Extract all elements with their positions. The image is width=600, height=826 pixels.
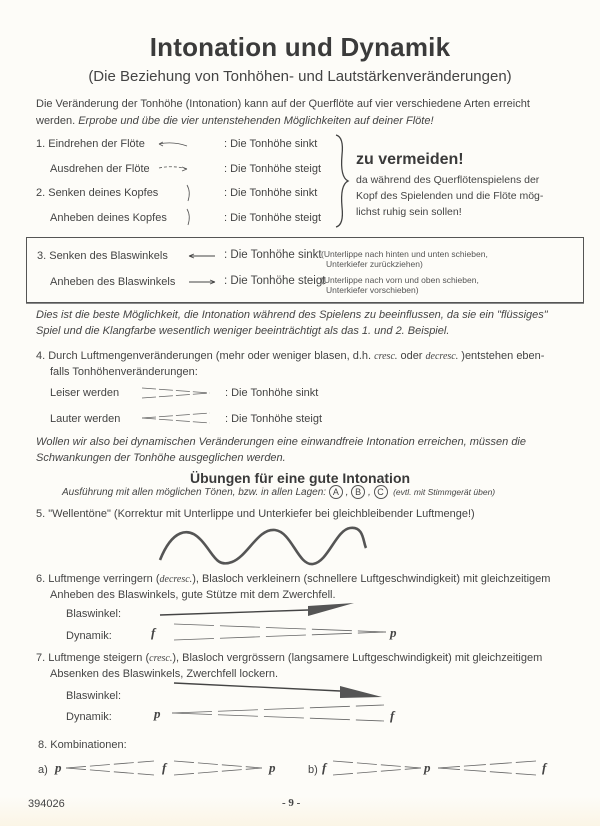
item-1-result: : Die Tonhöhe sinkt bbox=[224, 138, 318, 150]
item-4-text-or: oder bbox=[400, 350, 423, 362]
curved-arrow-left-icon bbox=[155, 140, 195, 150]
intro-instruction: Erprobe und übe die vier untenstehenden Möglichkeiten auf deiner Flöte! bbox=[78, 115, 434, 127]
item-1b-label: Ausdrehen der Flöte bbox=[50, 163, 150, 175]
wave-tone-icon bbox=[158, 522, 358, 570]
warning-title: zu vermeiden! bbox=[356, 151, 464, 168]
exercises-heading: Übungen für eine gute Intonation bbox=[189, 470, 411, 486]
crescendo-hairpin-icon bbox=[140, 411, 212, 425]
exercises-sub-text: Ausführung mit allen möglichen Tönen, bzw. in allen Lagen: bbox=[62, 487, 327, 498]
cresc-term-7: cresc. bbox=[149, 653, 173, 664]
combo-a-mark-2: f bbox=[162, 760, 167, 775]
item-2-label: 2. Senken deines Kopfes bbox=[36, 187, 159, 199]
best-note-line-1: Dies ist die beste Möglichkeit, die Intonation während des Spielens zu beeinflussen, da sie ein "flüssiges" bbox=[36, 309, 548, 321]
item-4-text-b: )entstehen eben- bbox=[461, 350, 545, 362]
page-title: Intonation und Dynamik bbox=[149, 32, 451, 62]
item-5-label: 5. "Wellentöne" (Korrektur mit Unterlippe und Unterkiefer bei gleichbleibender Luftmenge!) bbox=[36, 508, 475, 520]
combo-b-mark-1: f bbox=[322, 760, 327, 775]
item-7-text-a: 7. Luftmenge steigern ( bbox=[36, 652, 150, 664]
decrescendo-hairpin-icon bbox=[140, 386, 212, 400]
decresc-term-6: decresc. bbox=[159, 574, 193, 585]
item-4a-label: Leiser werden bbox=[50, 387, 120, 399]
combo-a-decrescendo-icon bbox=[172, 759, 264, 777]
item-2b-result: : Die Tonhöhe steigt bbox=[224, 212, 322, 224]
item-7-line-1 bbox=[36, 650, 542, 667]
item-6-dynamik-label: Dynamik: bbox=[66, 630, 112, 642]
item-4-text-a: 4. Durch Luftmengenveränderungen (mehr oder weniger blasen, d.h. bbox=[36, 350, 372, 362]
item-6-line-1 bbox=[36, 571, 550, 588]
falling-angle-arrow-icon bbox=[172, 680, 388, 702]
head-down-stroke-icon bbox=[185, 184, 195, 202]
item-1-label: 1. Eindrehen der Flöte bbox=[36, 138, 145, 150]
item-4a-result: : Die Tonhöhe sinkt bbox=[225, 387, 319, 399]
item-6-text-a: 6. Luftmenge verringern ( bbox=[36, 573, 160, 585]
intro-text: werden. bbox=[36, 115, 76, 127]
item-6-dyn-end: p bbox=[390, 625, 397, 640]
best-note-line-2: Spiel und die Klangfarbe wesentlich weniger beeinträchtigt als das 1. und 2. Beispiel. bbox=[36, 325, 450, 337]
combo-a-label: a) bbox=[38, 764, 48, 776]
combo-b-label: b) bbox=[308, 764, 318, 776]
warning-line-2: Kopf des Spielenden und die Flöte mög- bbox=[356, 190, 544, 202]
page-number: - 9 - bbox=[282, 797, 301, 809]
arrow-right-icon bbox=[186, 277, 218, 287]
page-subtitle: (Die Beziehung von Tonhöhen- und Lautstärkenveränderungen) bbox=[88, 68, 512, 85]
item-3b-note-2: Unterkiefer vorschieben) bbox=[326, 285, 419, 295]
warning-line-1: da während des Querflötenspielens der bbox=[356, 174, 540, 186]
item-3-label: 3. Senken des Blaswinkels bbox=[37, 250, 168, 262]
head-up-stroke-icon bbox=[185, 208, 195, 226]
item-3b-note-1: (Unterlippe nach vorn und oben schieben, bbox=[321, 275, 479, 285]
cresc-term: cresc. bbox=[374, 351, 398, 362]
catalog-number: 394026 bbox=[28, 798, 65, 810]
item-4b-result: : Die Tonhöhe steigt bbox=[225, 413, 323, 425]
tuner-note: (evtl. mit Stimmgerät üben) bbox=[393, 487, 496, 497]
item-7-text-b: ), Blasloch vergrössern (langsamere Luftgeschwindigkeit) mit gleichzeitigem bbox=[172, 652, 543, 664]
exercises-subheading: Ausführung mit allen möglichen Tönen, bzw. in allen Lagen: A , B , C (evtl. mit Stimmgerät üben) bbox=[62, 487, 496, 498]
position-b-badge: B bbox=[351, 485, 365, 499]
combo-a-mark-1: p bbox=[55, 760, 62, 775]
item-4-line-2: falls Tonhöhenveränderungen: bbox=[50, 366, 198, 378]
crescendo-hairpin-7-icon bbox=[170, 703, 386, 723]
combo-b-mark-2: p bbox=[424, 760, 431, 775]
item-8-label: 8. Kombinationen: bbox=[38, 739, 127, 751]
item-3-result: : Die Tonhöhe sinkt bbox=[224, 249, 322, 261]
item-6-line-2: Anheben des Blaswinkels, gute Stütze mit dem Zwerchfell. bbox=[50, 589, 336, 601]
position-c-badge: C bbox=[374, 485, 388, 499]
item-3-note-1: (Unterlippe nach hinten und unten schieben, bbox=[321, 249, 488, 259]
curly-brace-icon bbox=[333, 133, 353, 229]
combo-b-mark-3: f bbox=[542, 760, 547, 775]
item-7-dyn-start: p bbox=[154, 706, 161, 721]
item-7-blaswinkel-label: Blaswinkel: bbox=[66, 690, 122, 702]
decrescendo-hairpin-6-icon bbox=[172, 622, 388, 642]
item-7-dyn-end: f bbox=[390, 708, 395, 723]
item-7-line-2: Absenken des Blaswinkels, Zwerchfell lockern. bbox=[50, 668, 279, 680]
item-7-dynamik-label: Dynamik: bbox=[66, 711, 112, 723]
rising-angle-arrow-icon bbox=[158, 600, 358, 620]
item-6-blaswinkel-label: Blaswinkel: bbox=[66, 608, 122, 620]
item-3-note-2: Unterkiefer zurückziehen) bbox=[326, 259, 423, 269]
combo-a-crescendo-icon bbox=[64, 759, 156, 777]
item-4b-label: Lauter werden bbox=[50, 413, 121, 425]
position-a-badge: A bbox=[329, 485, 343, 499]
intro-line-2 bbox=[36, 113, 434, 130]
intro-line-1: Die Veränderung der Tonhöhe (Intonation) kann auf der Querflöte auf vier verschiedene Arten erreicht bbox=[36, 98, 530, 110]
arrow-left-icon bbox=[186, 251, 218, 261]
item-2b-label: Anheben deines Kopfes bbox=[50, 212, 167, 224]
item-3b-label: Anheben des Blaswinkels bbox=[50, 276, 176, 288]
item-1b-result: : Die Tonhöhe steigt bbox=[224, 163, 322, 175]
decresc-term: decresc. bbox=[425, 351, 459, 362]
combo-b-decrescendo-icon bbox=[331, 759, 423, 777]
item-6-dyn-start: f bbox=[151, 625, 156, 640]
item-6-text-b: ), Blasloch verkleinern (schnellere Luftgeschwindigkeit) mit gleichzeitigem bbox=[192, 573, 551, 585]
item-4-line-1 bbox=[36, 348, 544, 365]
combo-b-crescendo-icon bbox=[436, 759, 538, 777]
curved-arrow-right-icon bbox=[155, 164, 195, 174]
item-2-result: : Die Tonhöhe sinkt bbox=[224, 187, 318, 199]
combo-a-mark-3: p bbox=[269, 760, 276, 775]
conclusion-line-2: Schwankungen der Tonhöhe ausgeglichen werden. bbox=[36, 452, 286, 464]
item-3b-result: : Die Tonhöhe steigt bbox=[224, 275, 326, 287]
warning-line-3: lichst ruhig sein sollen! bbox=[356, 206, 462, 218]
conclusion-line-1: Wollen wir also bei dynamischen Veränderungen eine einwandfreie Intonation erreichen, müssen die bbox=[36, 436, 526, 448]
